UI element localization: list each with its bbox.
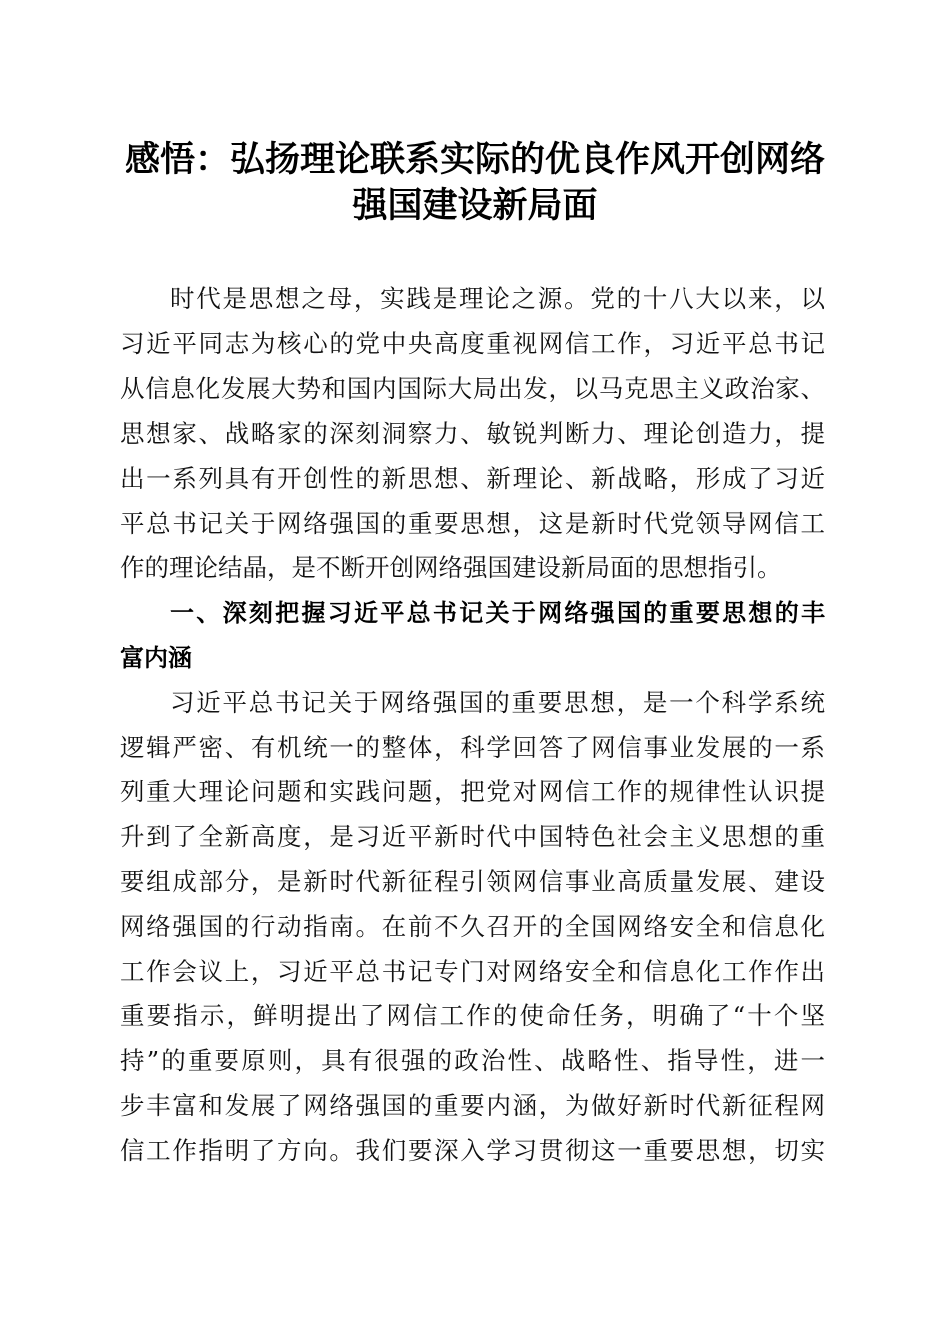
paragraph-2-line: 习近平总书记关于网络强国的重要思想，是一个科学系统 (170, 688, 825, 717)
paragraph-1-line: 时代是思想之母，实践是理论之源。党的十八大以来，以 (170, 284, 825, 313)
paragraph-1-line: 作的理论结晶，是不断开创网络强国建设新局面的思想指引。 (120, 553, 782, 582)
paragraph-2-line: 持”的重要原则，具有很强的政治性、战略性、指导性，进一 (120, 1046, 825, 1075)
paragraph-1-line: 出一系列具有开创性的新思想、新理论、新战略，形成了习近 (120, 464, 825, 493)
document-title-line-2: 强国建设新局面 (352, 186, 598, 226)
paragraph-1-line: 从信息化发展大势和国内国际大局出发，以马克思主义政治家、 (120, 374, 825, 403)
section-heading-line: 一、深刻把握习近平总书记关于网络强国的重要思想的丰 (170, 599, 825, 627)
paragraph-2-line: 步丰富和发展了网络强国的重要内涵，为做好新时代新征程网 (120, 1091, 825, 1120)
paragraph-1-line: 平总书记关于网络强国的重要思想，这是新时代党领导网信工 (120, 509, 825, 538)
paragraph-1-line: 习近平同志为核心的党中央高度重视网信工作，习近平总书记 (120, 329, 825, 358)
document-title-line-1: 感悟：弘扬理论联系实际的优良作风开创网络 (124, 140, 825, 180)
paragraph-2-line: 升到了全新高度，是习近平新时代中国特色社会主义思想的重 (120, 822, 825, 851)
paragraph-2-line: 逻辑严密、有机统一的整体，科学回答了网信事业发展的一系 (120, 733, 825, 762)
paragraph-2-line: 网络强国的行动指南。在前不久召开的全国网络安全和信息化 (120, 912, 825, 941)
paragraph-2-line: 重要指示，鲜明提出了网信工作的使命任务，明确了“十个坚 (120, 1001, 825, 1030)
paragraph-2-line: 列重大理论问题和实践问题，把党对网信工作的规律性认识提 (120, 777, 825, 806)
paragraph-2-line: 工作会议上，习近平总书记专门对网络安全和信息化工作作出 (120, 957, 825, 986)
paragraph-1-line: 思想家、战略家的深刻洞察力、敏锐判断力、理论创造力，提 (120, 419, 825, 448)
paragraph-2-line: 信工作指明了方向。我们要深入学习贯彻这一重要思想，切实 (120, 1136, 825, 1165)
paragraph-2-line: 要组成部分，是新时代新征程引领网信事业高质量发展、建设 (120, 867, 825, 896)
section-heading-line: 富内涵 (120, 644, 192, 672)
